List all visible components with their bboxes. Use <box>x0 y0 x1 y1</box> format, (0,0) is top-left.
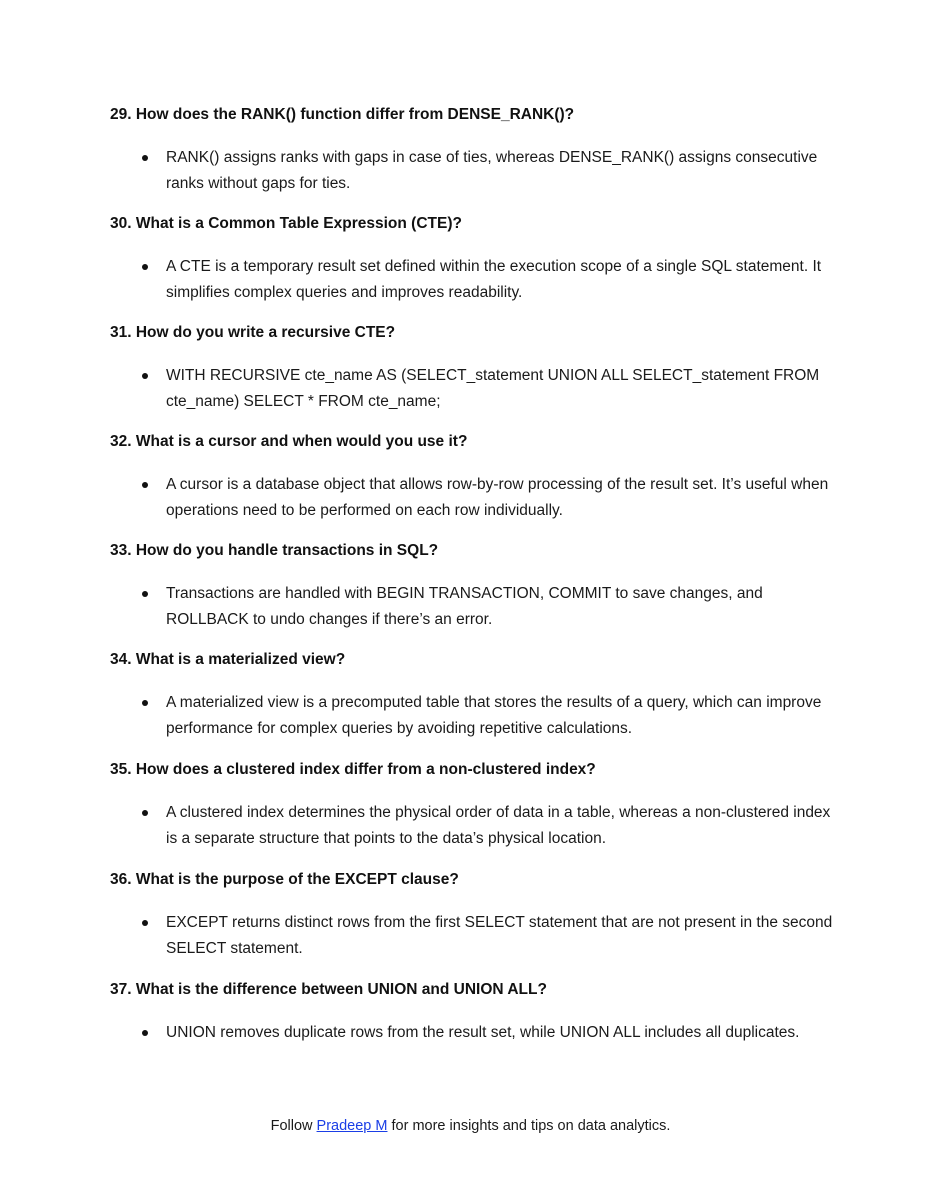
author-link[interactable]: Pradeep M <box>316 1118 388 1134</box>
bullet-icon <box>140 363 150 389</box>
qa-item-34 <box>110 650 840 742</box>
qa-item-31 <box>110 323 840 415</box>
qa-item-37 <box>110 980 840 1046</box>
answer-bullet <box>110 800 840 852</box>
footer-prefix: Follow <box>270 1118 313 1134</box>
qa-item-29 <box>110 105 840 197</box>
answer-bullet <box>110 910 840 962</box>
question-heading: 30. What is a Common Table Expression (CTE)? <box>110 215 462 232</box>
bullet-icon <box>140 800 150 826</box>
answer-bullet <box>110 1020 840 1046</box>
qa-item-30 <box>110 214 840 306</box>
qa-item-33 <box>110 541 840 633</box>
answer-text: Transactions are handled with BEGIN TRANSACTION, COMMIT to save changes, and ROLLBACK to undo changes if there’s an error. <box>166 585 763 628</box>
question-heading: 33. How do you handle transactions in SQL? <box>110 542 439 559</box>
qa-item-36 <box>110 870 840 962</box>
question-heading: 32. What is a cursor and when would you use it? <box>110 433 468 450</box>
answer-text: UNION removes duplicate rows from the result set, while UNION ALL includes all duplicates. <box>166 1024 800 1041</box>
answer-bullet <box>110 690 840 742</box>
question-heading: 29. How does the RANK() function differ from DENSE_RANK()? <box>110 106 575 123</box>
qa-item-32 <box>110 432 840 524</box>
answer-bullet <box>110 363 840 415</box>
answer-bullet <box>110 581 840 633</box>
answer-bullet <box>110 472 840 524</box>
question-heading: 34. What is a materialized view? <box>110 651 346 668</box>
bullet-icon <box>140 1020 150 1046</box>
qa-item-35 <box>110 760 840 852</box>
answer-text: A clustered index determines the physical order of data in a table, whereas a non-clustered index is a separate structure that points to the data’s physical location. <box>166 804 831 847</box>
answer-text: RANK() assigns ranks with gaps in case of ties, whereas DENSE_RANK() assigns consecutive ranks without gaps for ties. <box>166 149 818 192</box>
question-heading: 36. What is the purpose of the EXCEPT clause? <box>110 871 459 888</box>
answer-text: EXCEPT returns distinct rows from the first SELECT statement that are not present in the second SELECT statement. <box>166 914 833 957</box>
answer-text: A cursor is a database object that allows row-by-row processing of the result set. It’s useful when operations need to be performed on each row individually. <box>166 476 829 519</box>
footer <box>0 1116 941 1136</box>
answer-text: WITH RECURSIVE cte_name AS (SELECT_statement UNION ALL SELECT_statement FROM cte_name) SELECT * FROM cte_name; <box>166 367 820 410</box>
bullet-icon <box>140 690 150 716</box>
bullet-icon <box>140 145 150 171</box>
bullet-icon <box>140 254 150 280</box>
question-heading: 37. What is the difference between UNION and UNION ALL? <box>110 981 547 998</box>
answer-bullet <box>110 145 840 197</box>
question-heading: 35. How does a clustered index differ from a non-clustered index? <box>110 761 596 778</box>
answer-text: A materialized view is a precomputed table that stores the results of a query, which can improve performance for complex queries by avoiding repetitive calculations. <box>166 694 822 737</box>
question-heading: 31. How do you write a recursive CTE? <box>110 324 396 341</box>
footer-suffix: for more insights and tips on data analytics. <box>391 1118 671 1134</box>
answer-bullet <box>110 254 840 306</box>
bullet-icon <box>140 472 150 498</box>
bullet-icon <box>140 581 150 607</box>
bullet-icon <box>140 910 150 936</box>
answer-text: A CTE is a temporary result set defined within the execution scope of a single SQL statement. It simplifies complex queries and improves readability. <box>166 258 822 301</box>
